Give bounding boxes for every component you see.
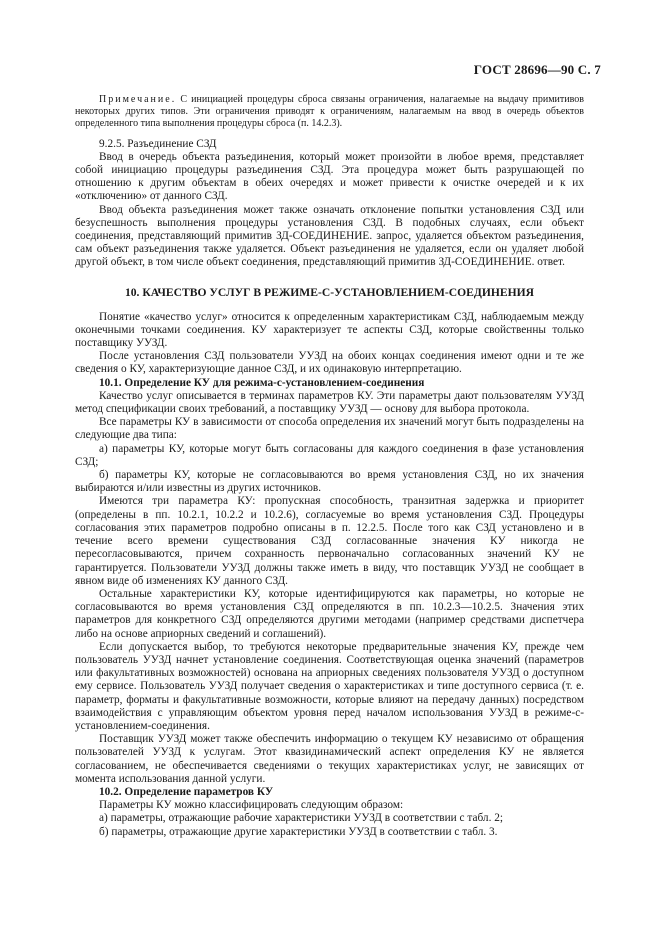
note-label: Примечание. — [99, 94, 177, 105]
paragraph: Имеются три параметра КУ: пропускная способность, транзитная задержка и приоритет (определены в пп. 10.2.1, 10.2.2 и 10.2.6), согласуемые во время установления СЗД. Процедуры согласования этих параметров подробно описаны в п. 12.2.5. После того как СЗД установлено и в течение всего времени существования СЗД согласованные значения КУ никогда не пересогласовываются, причем сохранность первоначально согласованных значений КУ не гарантируется. Пользователи УУЗД должны также иметь в виду, что поставщик УУЗД не сообщает в явном виде об изменениях КУ данного СЗД. — [75, 495, 584, 587]
paragraph: Понятие «качество услуг» относится к определенным характеристикам СЗД, наблюдаемым между оконечными точками соединения. КУ характеризует те аспекты СЗД, которые свойственны только поставщику УУЗД. — [75, 310, 584, 350]
list-item: б) параметры, отражающие другие характеристики УУЗД в соответствии с табл. 3. — [99, 825, 498, 838]
section-10-heading: 10. КАЧЕСТВО УСЛУГ В РЕЖИМЕ-С-УСТАНОВЛЕНИЕМ-СОЕДИНЕНИЯ — [124, 285, 535, 299]
paragraph: Остальные характеристики КУ, которые идентифицируются как параметры, но которые не согласовываются во время установления СЗД определяются в пп. 10.2.3—10.2.5. Значения этих параметров для конкретного СЗД определяются другими методами (например средствами диспетчера либо на основе априорных сведений и соглашений). — [75, 587, 584, 640]
list-item: а) параметры, отражающие рабочие характеристики УУЗД в соответствии с табл. 2; — [99, 812, 504, 825]
paragraph: Все параметры КУ в зависимости от способа определения их значений могут быть подразделены на следующие два типа: — [75, 416, 584, 442]
section-10-2-title: 10.2. Определение параметров КУ — [99, 785, 274, 798]
paragraph: После установления СЗД пользователи УУЗД на обоих концах соединения имеют одни и те же сведения о КУ, характеризующие данное СЗД, и их одинаковую интерпретацию. — [75, 350, 584, 376]
paragraph: Если допускается выбор, то требуются некоторые предварительные значения КУ, прежде чем пользователь УУЗД начнет установление соединения. Соответствующая оценка значений (параметров или факультативных возможностей) основана на априорных сведениях пользователя УУЗД о доступном ему сервисе. Пользователь УУЗД получает сведения о характеристиках и типе доступного сервиса (т. е. параметр, форматы и факультативные возможности, которые влияют на передачу данных) посредством взаимодействия с управляющим объектом уровня перед началом использования УУЗД в режиме-с-установлением-соединения. — [75, 640, 584, 732]
list-item: б) параметры КУ, которые не согласовываются во время установления СЗД, но их значения выбираются и/или известны из других источников. — [75, 469, 584, 495]
section-9-2-5-title: 9.2.5. Разъединение СЗД — [99, 137, 217, 150]
page-body — [75, 94, 584, 839]
paragraph: Параметры КУ можно классифицировать следующим образом: — [99, 799, 404, 812]
paragraph: Ввод в очередь объекта разъединения, который может произойти в любое время, представляет собой инициацию процедуры разъединения СЗД. Эта процедура может быть разрушающей по отношению к другим объектам в обеих очередях и может привести к очистке очередей и к их «отключению» от данного СЗД. — [75, 150, 584, 203]
paragraph: Поставщик УУЗД может также обеспечить информацию о текущем КУ независимо от обращения пользователей УУЗД к услугам. Этот квазидинамический аспект определения КУ не является согласованием, не обеспечивается сведениями о текущих характеристиках услуг, не зависящих от момента использования данной услуги. — [75, 733, 584, 785]
note-text: С инициацией процедуры сброса связаны ограничения, налагаемые на выдачу примитивов некоторых других типов. Эти ограничения приводят к ограничениям, налагаемым на ввод в очередь объектов определенного типа выполнения процедуры сброса (п. 14.2.3). — [75, 94, 584, 130]
page-header: ГОСТ 28696—90 С. 7 — [473, 62, 601, 77]
note-paragraph — [75, 94, 584, 131]
paragraph: Ввод объекта разъединения может также означать отклонение попытки установления СЗД или безуспешность выполнения процедуры установления СЗД. В подобных случаях, если объект соединения, представляющий примитив ЗД-СОЕДИНЕНИЕ. запрос, удаляется объектом разъединения, сам объект разъединения также удаляется. Объект разъединения не удаляется, если он удаляет любой другой объект, в том числе объект соединения, представляющий примитив ЗД-СОЕДИНЕНИЕ. ответ. — [75, 203, 584, 269]
list-item: а) параметры КУ, которые могут быть согласованы для каждого соединения в фазе установления СЗД; — [75, 442, 584, 468]
paragraph: Качество услуг описывается в терминах параметров КУ. Эти параметры дают пользователям УУЗД метод спецификации своих требований, а поставщику УУЗД — основу для выбора протокола. — [75, 389, 584, 416]
section-10-1-title: 10.1. Определение КУ для режима-с-установлением-соединения — [99, 376, 425, 389]
